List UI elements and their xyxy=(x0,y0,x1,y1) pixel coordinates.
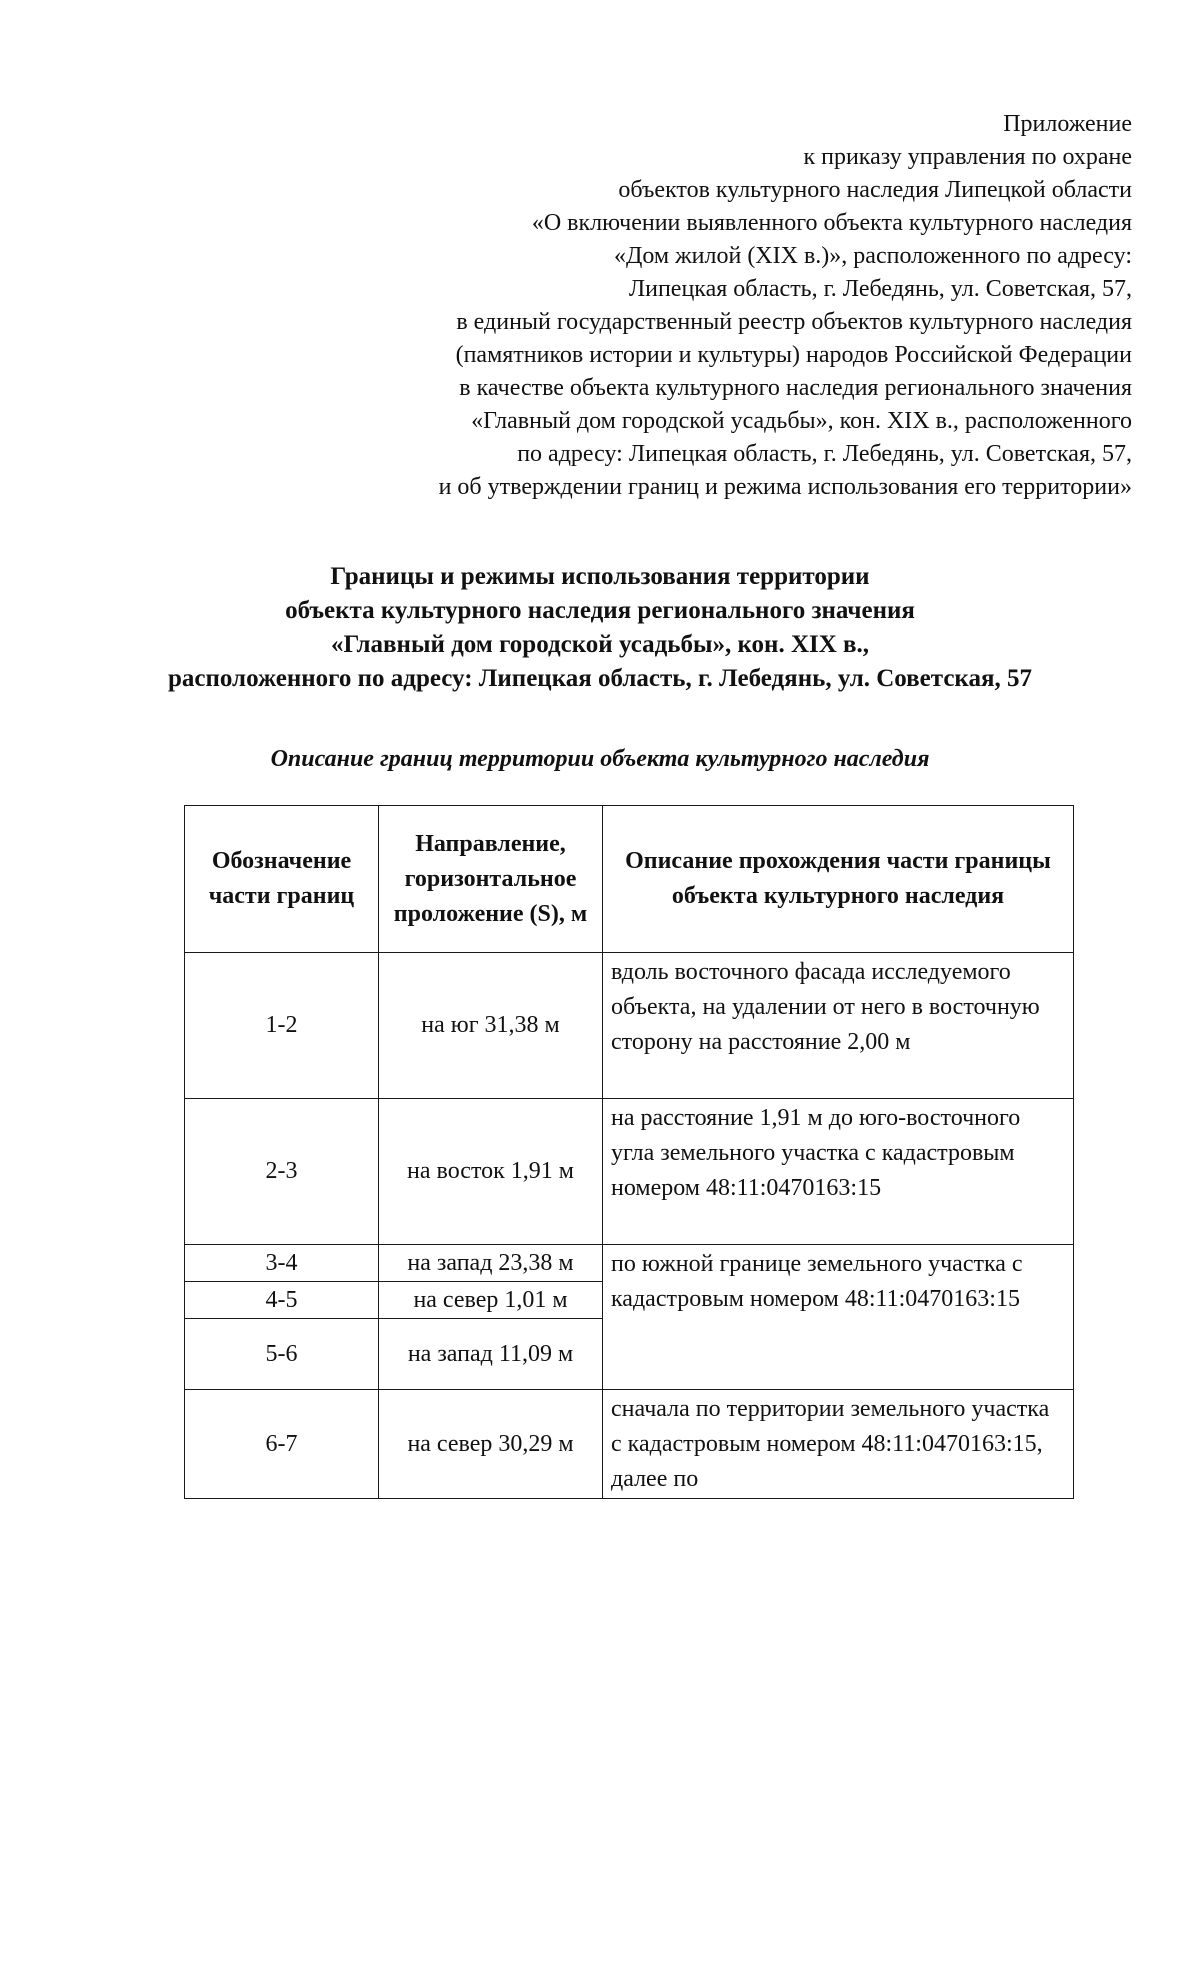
column-header-description: Описание прохождения части границы объекта культурного наследия xyxy=(603,806,1074,953)
direction-cell: на запад 23,38 м xyxy=(379,1245,603,1282)
annex-line: в единый государственный реестр объектов культурного наследия xyxy=(456,309,1132,335)
part-cell: 5-6 xyxy=(185,1319,379,1390)
annex-header xyxy=(200,108,1132,504)
description-cell: вдоль восточного фасада исследуемого объекта, на удалении от него в восточную сторону на расстояние 2,00 м xyxy=(603,953,1074,1099)
title-line: «Главный дом городской усадьбы», кон. XIX в., xyxy=(330,631,870,658)
section-subtitle: Описание границ территории объекта культурного наследия xyxy=(270,746,930,772)
boundaries-table xyxy=(184,805,1074,1499)
description-cell: по южной границе земельного участка с кадастровым номером 48:11:0470163:15 xyxy=(603,1245,1074,1390)
table-row xyxy=(185,953,1074,1099)
description-cell: сначала по территории земельного участка с кадастровым номером 48:11:0470163:15, далее по xyxy=(603,1390,1074,1499)
direction-cell: на юг 31,38 м xyxy=(379,953,603,1099)
annex-line: Приложение xyxy=(1003,111,1132,137)
annex-line: Липецкая область, г. Лебедянь, ул. Советская, 57, xyxy=(628,276,1132,302)
direction-cell: на восток 1,91 м xyxy=(379,1099,603,1245)
part-cell: 3-4 xyxy=(185,1245,379,1282)
direction-cell: на запад 11,09 м xyxy=(379,1319,603,1390)
part-cell: 6-7 xyxy=(185,1390,379,1499)
title-line: расположенного по адресу: Липецкая область, г. Лебедянь, ул. Советская, 57 xyxy=(167,665,1032,692)
table-header-row xyxy=(185,806,1074,953)
annex-line: «О включении выявленного объекта культурного наследия xyxy=(531,210,1132,236)
annex-line: объектов культурного наследия Липецкой области xyxy=(618,177,1132,203)
part-cell: 4-5 xyxy=(185,1282,379,1319)
table-row xyxy=(185,1099,1074,1245)
annex-line: по адресу: Липецкая область, г. Лебедянь, ул. Советская, 57, xyxy=(517,441,1132,467)
annex-line: «Дом жилой (XIX в.)», расположенного по адресу: xyxy=(613,243,1132,269)
column-header-direction: Направление, горизонтальное проложение (S), м xyxy=(379,806,603,953)
annex-line: «Главный дом городской усадьбы», кон. XIX в., расположенного xyxy=(471,408,1132,434)
annex-line: в качестве объекта культурного наследия регионального значения xyxy=(459,375,1132,401)
part-cell: 2-3 xyxy=(185,1099,379,1245)
description-cell: на расстояние 1,91 м до юго-восточного угла земельного участка с кадастровым номером 48:11:0470163:15 xyxy=(603,1099,1074,1245)
table-row xyxy=(185,1390,1074,1499)
annex-line: (памятников истории и культуры) народов Российской Федерации xyxy=(455,342,1132,368)
title-line: Границы и режимы использования территории xyxy=(330,563,870,590)
annex-line: и об утверждении границ и режима использования его территории» xyxy=(438,474,1132,500)
column-header-part: Обозначение части границ xyxy=(185,806,379,953)
title-line: объекта культурного наследия регионального значения xyxy=(285,597,915,624)
direction-cell: на север 1,01 м xyxy=(379,1282,603,1319)
part-cell: 1-2 xyxy=(185,953,379,1099)
direction-cell: на север 30,29 м xyxy=(379,1390,603,1499)
annex-line: к приказу управления по охране xyxy=(803,144,1132,170)
document-title xyxy=(60,560,1140,696)
table-row xyxy=(185,1245,1074,1282)
